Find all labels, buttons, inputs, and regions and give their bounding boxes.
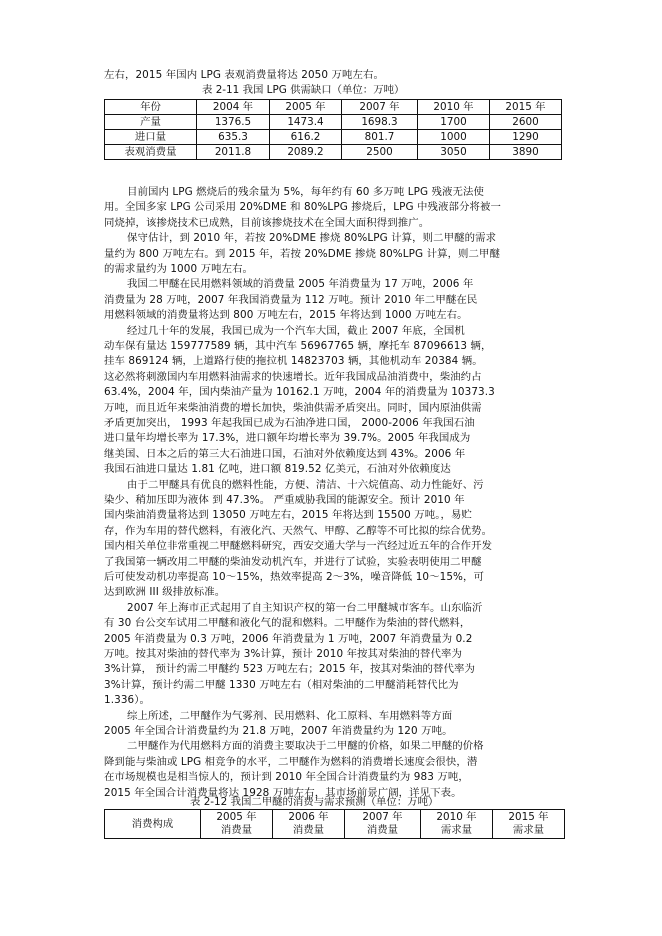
paragraph-line: 的需求量约为 1000 万吨左右。 bbox=[104, 263, 254, 275]
table-cell: 2015 年 bbox=[490, 100, 562, 115]
paragraph-line: 63.4%，2004 年，国内柴油产量为 10162.1 万吨，2004 年的消费量为 10373.3 bbox=[104, 386, 495, 399]
paragraph-line: 量约为 800 万吨左右。到 2015 年，若按 20%DME 掺烧 80%LPG 计算，则二甲醚 bbox=[104, 247, 501, 260]
paragraph-line: 用燃料领域的消费量将达到 800 万吨左右，2015 年将达到 1000 万吨左右。 bbox=[104, 309, 468, 322]
paragraph-line: 有 30 台公交车试用二甲醚和液化气的混和燃料。二甲醚作为柴油的替代燃料， bbox=[104, 617, 471, 630]
paragraph-line: 降到能与柴油或 LPG 相竞争的水平，二甲醚作为燃料的消费增长速度会很快，潜 bbox=[104, 755, 478, 768]
paragraph-first-line: 综上所述，二甲醚作为气雾剂、民用燃料、化工原料、车用燃料等方面 bbox=[127, 709, 453, 722]
year-label: 2007 年 bbox=[362, 811, 403, 823]
year-label: 2005 年 bbox=[216, 811, 257, 823]
table-row bbox=[105, 115, 562, 130]
paragraph-line: 万吨，而且近年来柴油消费的增长加快，柴油供需矛盾突出。同时，国内原油供需 bbox=[104, 401, 482, 414]
paragraph-line: 在市场规模也是相当惊人的，预计到 2010 年全国合计消费量约为 983 万吨， bbox=[104, 771, 469, 784]
paragraph-line: 2005 年全国合计消费量约为 21.8 万吨，2007 年消费量约为 120 万吨。 bbox=[104, 725, 453, 737]
table-cell: 表观消费量 bbox=[105, 145, 197, 160]
paragraph-line: 1.336）。 bbox=[104, 694, 151, 707]
year-label: 2010 年 bbox=[436, 811, 477, 823]
table-cell: 2600 bbox=[490, 115, 562, 130]
year-label: 2006 年 bbox=[288, 811, 329, 823]
table-cell: 1290 bbox=[490, 130, 562, 145]
paragraph-line: 动车保有量达 159777589 辆，其中汽车 56967765 辆，摩托车 87096613 辆， bbox=[104, 340, 492, 352]
paragraph-line: 国内柴油消费量将达到 13050 万吨左右，2015 年将达到 15500 万吨。，易贮 bbox=[104, 509, 473, 522]
table-header-row bbox=[105, 100, 562, 115]
year-label: 2015 年 bbox=[508, 811, 549, 823]
table-cell: 2004 年 bbox=[197, 100, 270, 115]
table-cell: 1473.4 bbox=[270, 115, 342, 130]
paragraph-first-line: 由于二甲醚具有优良的燃料性能，方便、清洁、十六烷值高、动力性能好、污 bbox=[127, 478, 484, 491]
table-cell: 2010 年 bbox=[418, 100, 490, 115]
paragraph-line: 继美国、日本之后的第三大石油进口国，石油对外依赖度达到 43%。2006 年 bbox=[104, 447, 466, 460]
kind-label: 消费量 bbox=[366, 824, 399, 836]
table-cell bbox=[421, 810, 493, 839]
paragraph-line: 2015 年全国合计消费量将达 1928 万吨左右，其市场前景广阔，详见下表。 bbox=[104, 786, 462, 799]
table-cell: 3890 bbox=[490, 145, 562, 160]
paragraph-line: 了我国第一辆改用二甲醚的柴油发动机汽车，并进行了试验，实验表明使用二甲醚 bbox=[104, 555, 482, 568]
table-cell: 801.7 bbox=[342, 130, 418, 145]
table-cell: 1698.3 bbox=[342, 115, 418, 130]
paragraph-line: 矛盾更加突出， 1993 年起我国已成为石油净进口国， 2000-2006 年我国石油 bbox=[104, 417, 475, 429]
table-cell: 2005 年 bbox=[270, 100, 342, 115]
paragraph-line: 后可使发动机功率提高 10～15%，热效率提高 2～3%，噪音降低 10～15%，可 bbox=[104, 571, 484, 583]
paragraph-line: 达到欧洲 III 级排放标准。 bbox=[104, 586, 226, 599]
table-cell bbox=[201, 810, 273, 839]
paragraph-line: 万吨。按其对柴油的替代率为 3%计算，预计 2010 年按其对柴油的替代率为 bbox=[104, 648, 462, 660]
table-cell: 消费构成 bbox=[105, 810, 201, 839]
table-cell: 1376.5 bbox=[197, 115, 270, 130]
paragraph-first-line: 我国二甲醚在民用燃料领域的消费量 2005 年消费量为 17 万吨，2006 年 bbox=[127, 278, 474, 291]
paragraph-line: 消费量为 28 万吨，2007 年我国消费量为 112 万吨。预计 2010 年二甲醚在民 bbox=[104, 293, 478, 306]
table-cell: 2011.8 bbox=[197, 145, 270, 160]
paragraph-line: 2005 年消费量为 0.3 万吨，2006 年消费量为 1 万吨，2007 年消费量为 0.2 bbox=[104, 632, 473, 645]
paragraph-first-line: 2007 年上海市正式起用了自主知识产权的第一台二甲醚城市客车。山东临沂 bbox=[127, 601, 483, 614]
paragraph-first-line: 二甲醚作为代用燃料方面的消费主要取决于二甲醚的价格，如果二甲醚的价格 bbox=[127, 740, 484, 753]
table-row bbox=[105, 145, 562, 160]
paragraph-line: 同烧掉，该掺烧技术已成熟，目前该掺烧技术在全国大面积得到推广。 bbox=[104, 216, 430, 229]
table-cell: 1000 bbox=[418, 130, 490, 145]
table-cell: 616.2 bbox=[270, 130, 342, 145]
paragraph-line: 3%计算，预计约需二甲醚 1330 万吨左右（相对柴油的二甲醚消耗替代比为 bbox=[104, 678, 459, 691]
kind-label: 消费量 bbox=[292, 824, 325, 836]
table-cell: 2007 年 bbox=[342, 100, 418, 115]
table-cell bbox=[493, 810, 565, 839]
table-cell: 进口量 bbox=[105, 130, 197, 145]
kind-label: 消费量 bbox=[220, 824, 253, 836]
paragraph-line: 存，作为车用的替代燃料，有液化汽、天然气、甲醇、乙醇等不可比拟的综合优势。 bbox=[104, 524, 493, 537]
table2-caption: 表 2-12 我国二甲醚的消费与需求预测（单位：万吨） bbox=[190, 796, 439, 808]
paragraph-first-line: 目前国内 LPG 燃烧后的残余量为 5%，每年约有 60 多万吨 LPG 残液无法使 bbox=[127, 186, 485, 198]
paragraph-line: 挂车 869124 辆，上道路行使的拖拉机 14823703 辆，其他机动车 20384 辆。 bbox=[104, 355, 483, 368]
paragraph-line: 这必然将刺激国内车用燃料油需求的快速增长。近年我国成品油消费中，柴油约占 bbox=[104, 370, 482, 383]
paragraph-first-line: 保守估计，到 2010 年，若按 20%DME 掺烧 80%LPG 计算，则二甲醚的需求 bbox=[127, 232, 497, 245]
table-cell bbox=[345, 810, 421, 839]
table-cell: 635.3 bbox=[197, 130, 270, 145]
paragraph-line: 3%计算， 预计约需二甲醚约 523 万吨左右；2015 年，按其对柴油的替代率为 bbox=[104, 663, 476, 676]
table-cell: 2500 bbox=[342, 145, 418, 160]
table-cell: 产量 bbox=[105, 115, 197, 130]
kind-label: 需求量 bbox=[440, 824, 473, 836]
paragraph-line: 国内相关单位非常重视二甲醚燃料研究，西安交通大学与一汽经过近五年的合作开发 bbox=[104, 540, 493, 553]
table1-caption: 表 2-11 我国 LPG 供需缺口（单位：万吨） bbox=[202, 84, 405, 96]
dme-forecast-table bbox=[104, 809, 565, 839]
paragraph-line: 用。全国多家 LPG 公司采用 20%DME 和 80%LPG 掺烧后，LPG 中残液部分将被一 bbox=[104, 201, 501, 214]
intro-line: 左右，2015 年国内 LPG 表观消费量将达 2050 万吨左右。 bbox=[104, 69, 384, 81]
table-header-row bbox=[105, 810, 565, 839]
table-cell bbox=[273, 810, 345, 839]
table-cell: 1700 bbox=[418, 115, 490, 130]
table-row bbox=[105, 130, 562, 145]
table-cell: 年份 bbox=[105, 100, 197, 115]
kind-label: 需求量 bbox=[512, 824, 545, 836]
table-cell: 3050 bbox=[418, 145, 490, 160]
paragraph-line: 我国石油进口量达 1.81 亿吨，进口额 819.52 亿美元，石油对外依赖度达 bbox=[104, 463, 451, 476]
table-cell: 2089.2 bbox=[270, 145, 342, 160]
paragraph-line: 进口量年均增长率为 17.3%，进口额年均增长率为 39.7%。2005 年我国成为 bbox=[104, 432, 471, 445]
lpg-supply-table bbox=[104, 99, 562, 160]
paragraph-first-line: 经过几十年的发展，我国已成为一个汽车大国，截止 2007 年底，全国机 bbox=[127, 324, 465, 337]
paragraph-line: 染少、稍加压即为液体 到 47.3%。 严重威胁我国的能源安全。预计 2010 年 bbox=[104, 494, 465, 506]
